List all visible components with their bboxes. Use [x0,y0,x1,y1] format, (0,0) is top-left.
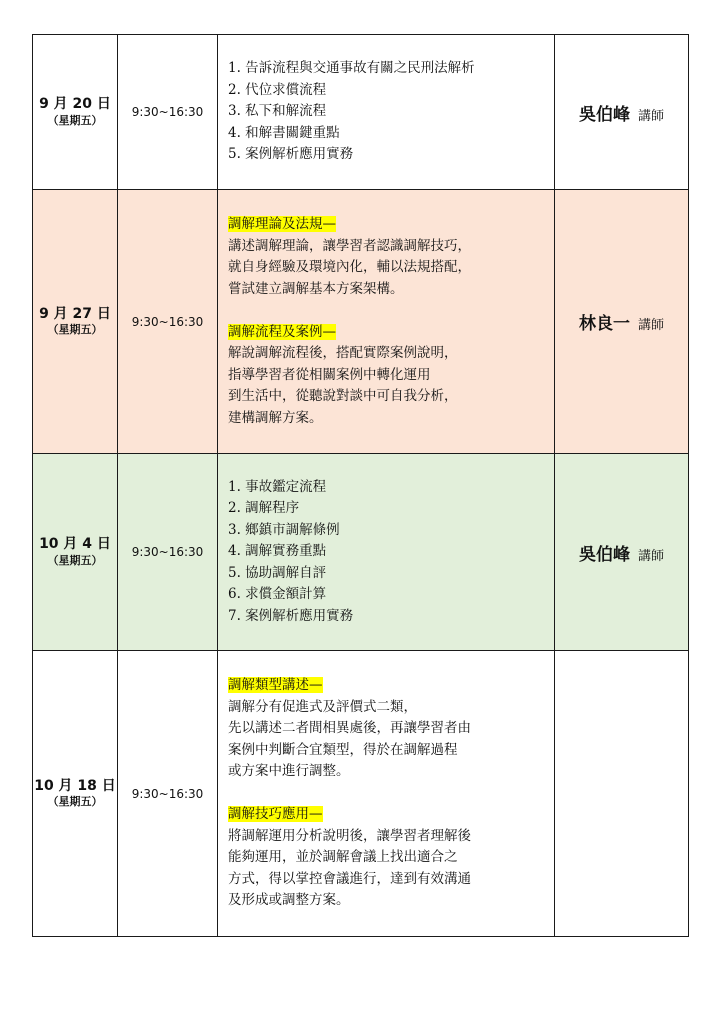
time-cell: 9:30~16:30 [118,190,218,454]
weekday-text: （星期五） [47,553,103,567]
date-cell [33,190,118,454]
list-item: 6. 求償金額計算 [228,586,327,603]
lecturer-cell [555,454,689,651]
lecturer-cell [555,651,689,937]
date-text: 9 月 20 日 [39,96,111,113]
list-item: 5. 案例解析應用實務 [228,146,354,163]
schedule-row [33,190,689,454]
section-line: 解說調解流程後，搭配實際案例說明， [228,345,458,361]
section-line: 講述調解理論，讓學習者認識調解技巧， [228,237,471,254]
section-line: 案例中判斷合宜類型，得於在調解過程 [228,741,458,758]
section-line: 及形成或調整方案。 [228,892,350,909]
list-item: 3. 私下和解流程 [228,103,327,120]
lecturer-name: 吳伯峰 [578,104,630,125]
date-text: 10 月 18 日 [34,777,116,794]
section-line: 調解分有促進式及評價式二類， [228,698,417,715]
section-heading: 調解技巧應用— [228,806,323,823]
section-line: 先以講述二者間相異處後，再讓學習者由 [228,720,471,737]
list-item: 5. 協助調解自評 [228,564,327,581]
schedule-row [33,651,689,937]
weekday-text: （星期五） [47,113,103,127]
content-cell [218,35,555,190]
date-cell [33,35,118,190]
list-item: 7. 案例解析應用實務 [228,607,354,624]
list-item: 2. 代位求償流程 [228,81,327,98]
weekday-text: （星期五） [47,795,103,809]
time-cell: 9:30~16:30 [118,651,218,937]
lecturer-title: 講師 [637,318,664,333]
content-cell [218,651,555,937]
section-line: 能夠運用，並於調解會議上找出適合之 [228,849,458,866]
lecturer-cell [555,190,689,454]
lecturer-title: 講師 [637,548,664,564]
list-item: 2. 調解程序 [228,500,300,517]
schedule-row [33,454,689,651]
section-heading: 調解流程及案例— [228,323,336,340]
section-line: 就自身經驗及環境內化，輔以法規搭配， [228,259,471,275]
list-item: 1. 告訴流程與交通事故有關之民刑法解析 [228,60,475,77]
time-cell: 9:30~16:30 [118,35,218,190]
lecturer-name: 吳伯峰 [578,544,630,565]
list-item: 1. 事故鑑定流程 [228,478,327,495]
schedule-row [33,35,689,190]
list-item: 3. 鄉鎮市調解條例 [228,521,340,538]
date-text: 10 月 4 日 [39,536,111,553]
lecturer-name: 林良一 [578,314,630,334]
section-heading: 調解類型講述— [228,677,323,694]
section-line: 嘗試建立調解基本方案架構。 [228,280,404,297]
content-cell [218,190,555,454]
section-line: 指導學習者從相關案例中轉化運用 [228,366,431,383]
lecturer-title: 講師 [637,108,664,124]
date-cell [33,651,118,937]
section-line: 方式，得以掌控會議進行，達到有效溝通 [228,870,471,887]
time-cell: 9:30~16:30 [118,454,218,651]
section-heading: 調解理論及法規— [228,216,336,232]
date-cell [33,454,118,651]
date-text: 9 月 27 日 [39,305,111,322]
section-line: 或方案中進行調整。 [228,763,350,780]
list-item: 4. 調解實務重點 [228,543,327,560]
content-cell [218,454,555,651]
weekday-text: （星期五） [47,323,103,337]
section-line: 建構調解方案。 [228,409,323,426]
list-item: 4. 和解書關鍵重點 [228,124,340,141]
section-line: 將調解運用分析說明後，讓學習者理解後 [228,827,471,844]
schedule-table [32,34,689,937]
section-line: 到生活中，從聽說對談中可自我分析， [228,388,458,404]
lecturer-cell [555,35,689,190]
